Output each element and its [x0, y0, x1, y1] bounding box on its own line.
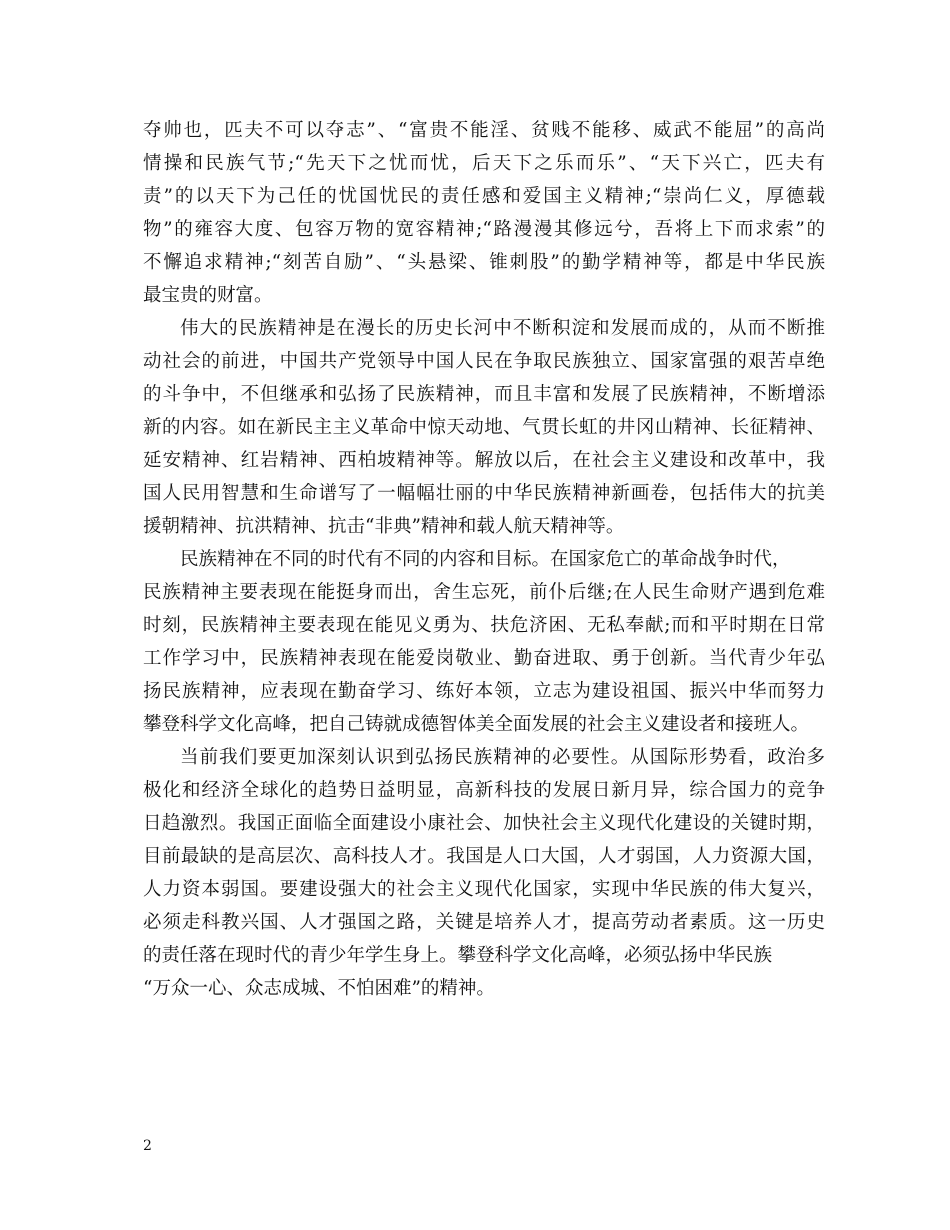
- text-line: 攀登科学文化高峰，把自己铸就成德智体美全面发展的社会主义建设者和接班人。: [143, 714, 810, 735]
- text-line: 必须走科教兴国、人才强国之路，关键是培养人才，提高劳动者素质。这一历史: [143, 912, 825, 933]
- text-line: 时刻，民族精神主要表现在能见义勇为、扶危济困、无私奉献;而和平时期在日常: [143, 615, 825, 636]
- text-line: 的斗争中，不但继承和弘扬了民族精神，而且丰富和发展了民族精神，不断增添: [143, 384, 825, 405]
- text-line: “万众一心、众志成城、不怕困难”的精神。: [143, 978, 495, 999]
- text-line: 民族精神在不同的时代有不同的内容和目标。在国家危亡的革命战争时代，: [180, 549, 791, 570]
- paragraph-2: [143, 312, 825, 543]
- text-line: 极化和经济全球化的趋势日益明显，高新科技的发展日新月异，综合国力的竞争: [143, 780, 825, 801]
- paragraph-4: [143, 741, 825, 1005]
- text-line: 最宝贵的财富。: [143, 285, 273, 306]
- text-line: 工作学习中，民族精神表现在能爱岗敬业、勤奋进取、勇于创新。当代青少年弘: [143, 648, 825, 669]
- text-line: 援朝精神、抗洪精神、抗击“非典”精神和载人航天精神等。: [143, 516, 625, 537]
- text-line: 夺帅也，匹夫不可以夺志”、“富贵不能淫、贫贱不能移、威武不能屈”的高尚: [143, 120, 825, 141]
- text-line: 情操和民族气节;“先天下之忧而忧，后天下之乐而乐”、“天下兴亡，匹夫有: [143, 153, 825, 174]
- text-line: 当前我们要更加深刻认识到弘扬民族精神的必要性。从国际形势看，政治多: [180, 747, 825, 768]
- text-line: 延安精神、红岩精神、西柏坡精神等。解放以后，在社会主义建设和改革中，我: [143, 450, 825, 471]
- paragraph-1: [143, 114, 825, 312]
- paragraph-3: [143, 543, 825, 741]
- text-line: 新的内容。如在新民主主义革命中惊天动地、气贯长虹的井冈山精神、长征精神、: [143, 417, 825, 438]
- page-number: 2: [143, 1138, 152, 1154]
- text-line: 的责任落在现时代的青少年学生身上。攀登科学文化高峰，必须弘扬中华民族: [143, 945, 773, 966]
- text-line: 动社会的前进，中国共产党领导中国人民在争取民族独立、国家富强的艰苦卓绝: [143, 351, 825, 372]
- text-line: 伟大的民族精神是在漫长的历史长河中不断积淀和发展而成的，从而不断推: [180, 318, 825, 339]
- text-line: 目前最缺的是高层次、高科技人才。我国是人口大国，人才弱国，人力资源大国，: [143, 846, 825, 867]
- text-line: 物”的雍容大度、包容万物的宽容精神;“路漫漫其修远兮，吾将上下而求索”的: [143, 219, 825, 240]
- text-line: 人力资本弱国。要建设强大的社会主义现代化国家，实现中华民族的伟大复兴，: [143, 879, 825, 900]
- text-line: 日趋激烈。我国正面临全面建设小康社会、加快社会主义现代化建设的关键时期，: [143, 813, 825, 834]
- text-line: 不懈追求精神;“刻苦自励”、“头悬梁、锥刺股”的勤学精神等，都是中华民族: [143, 252, 825, 273]
- text-line: 责”的以天下为己任的忧国忧民的责任感和爱国主义精神;“崇尚仁义，厚德载: [143, 186, 825, 207]
- text-line: 民族精神主要表现在能挺身而出，舍生忘死，前仆后继;在人民生命财产遇到危难: [143, 582, 825, 603]
- text-line: 扬民族精神，应表现在勤奋学习、练好本领，立志为建设祖国、振兴中华而努力: [143, 681, 825, 702]
- document-body: [143, 114, 825, 1005]
- text-line: 国人民用智慧和生命谱写了一幅幅壮丽的中华民族精神新画卷，包括伟大的抗美: [143, 483, 825, 504]
